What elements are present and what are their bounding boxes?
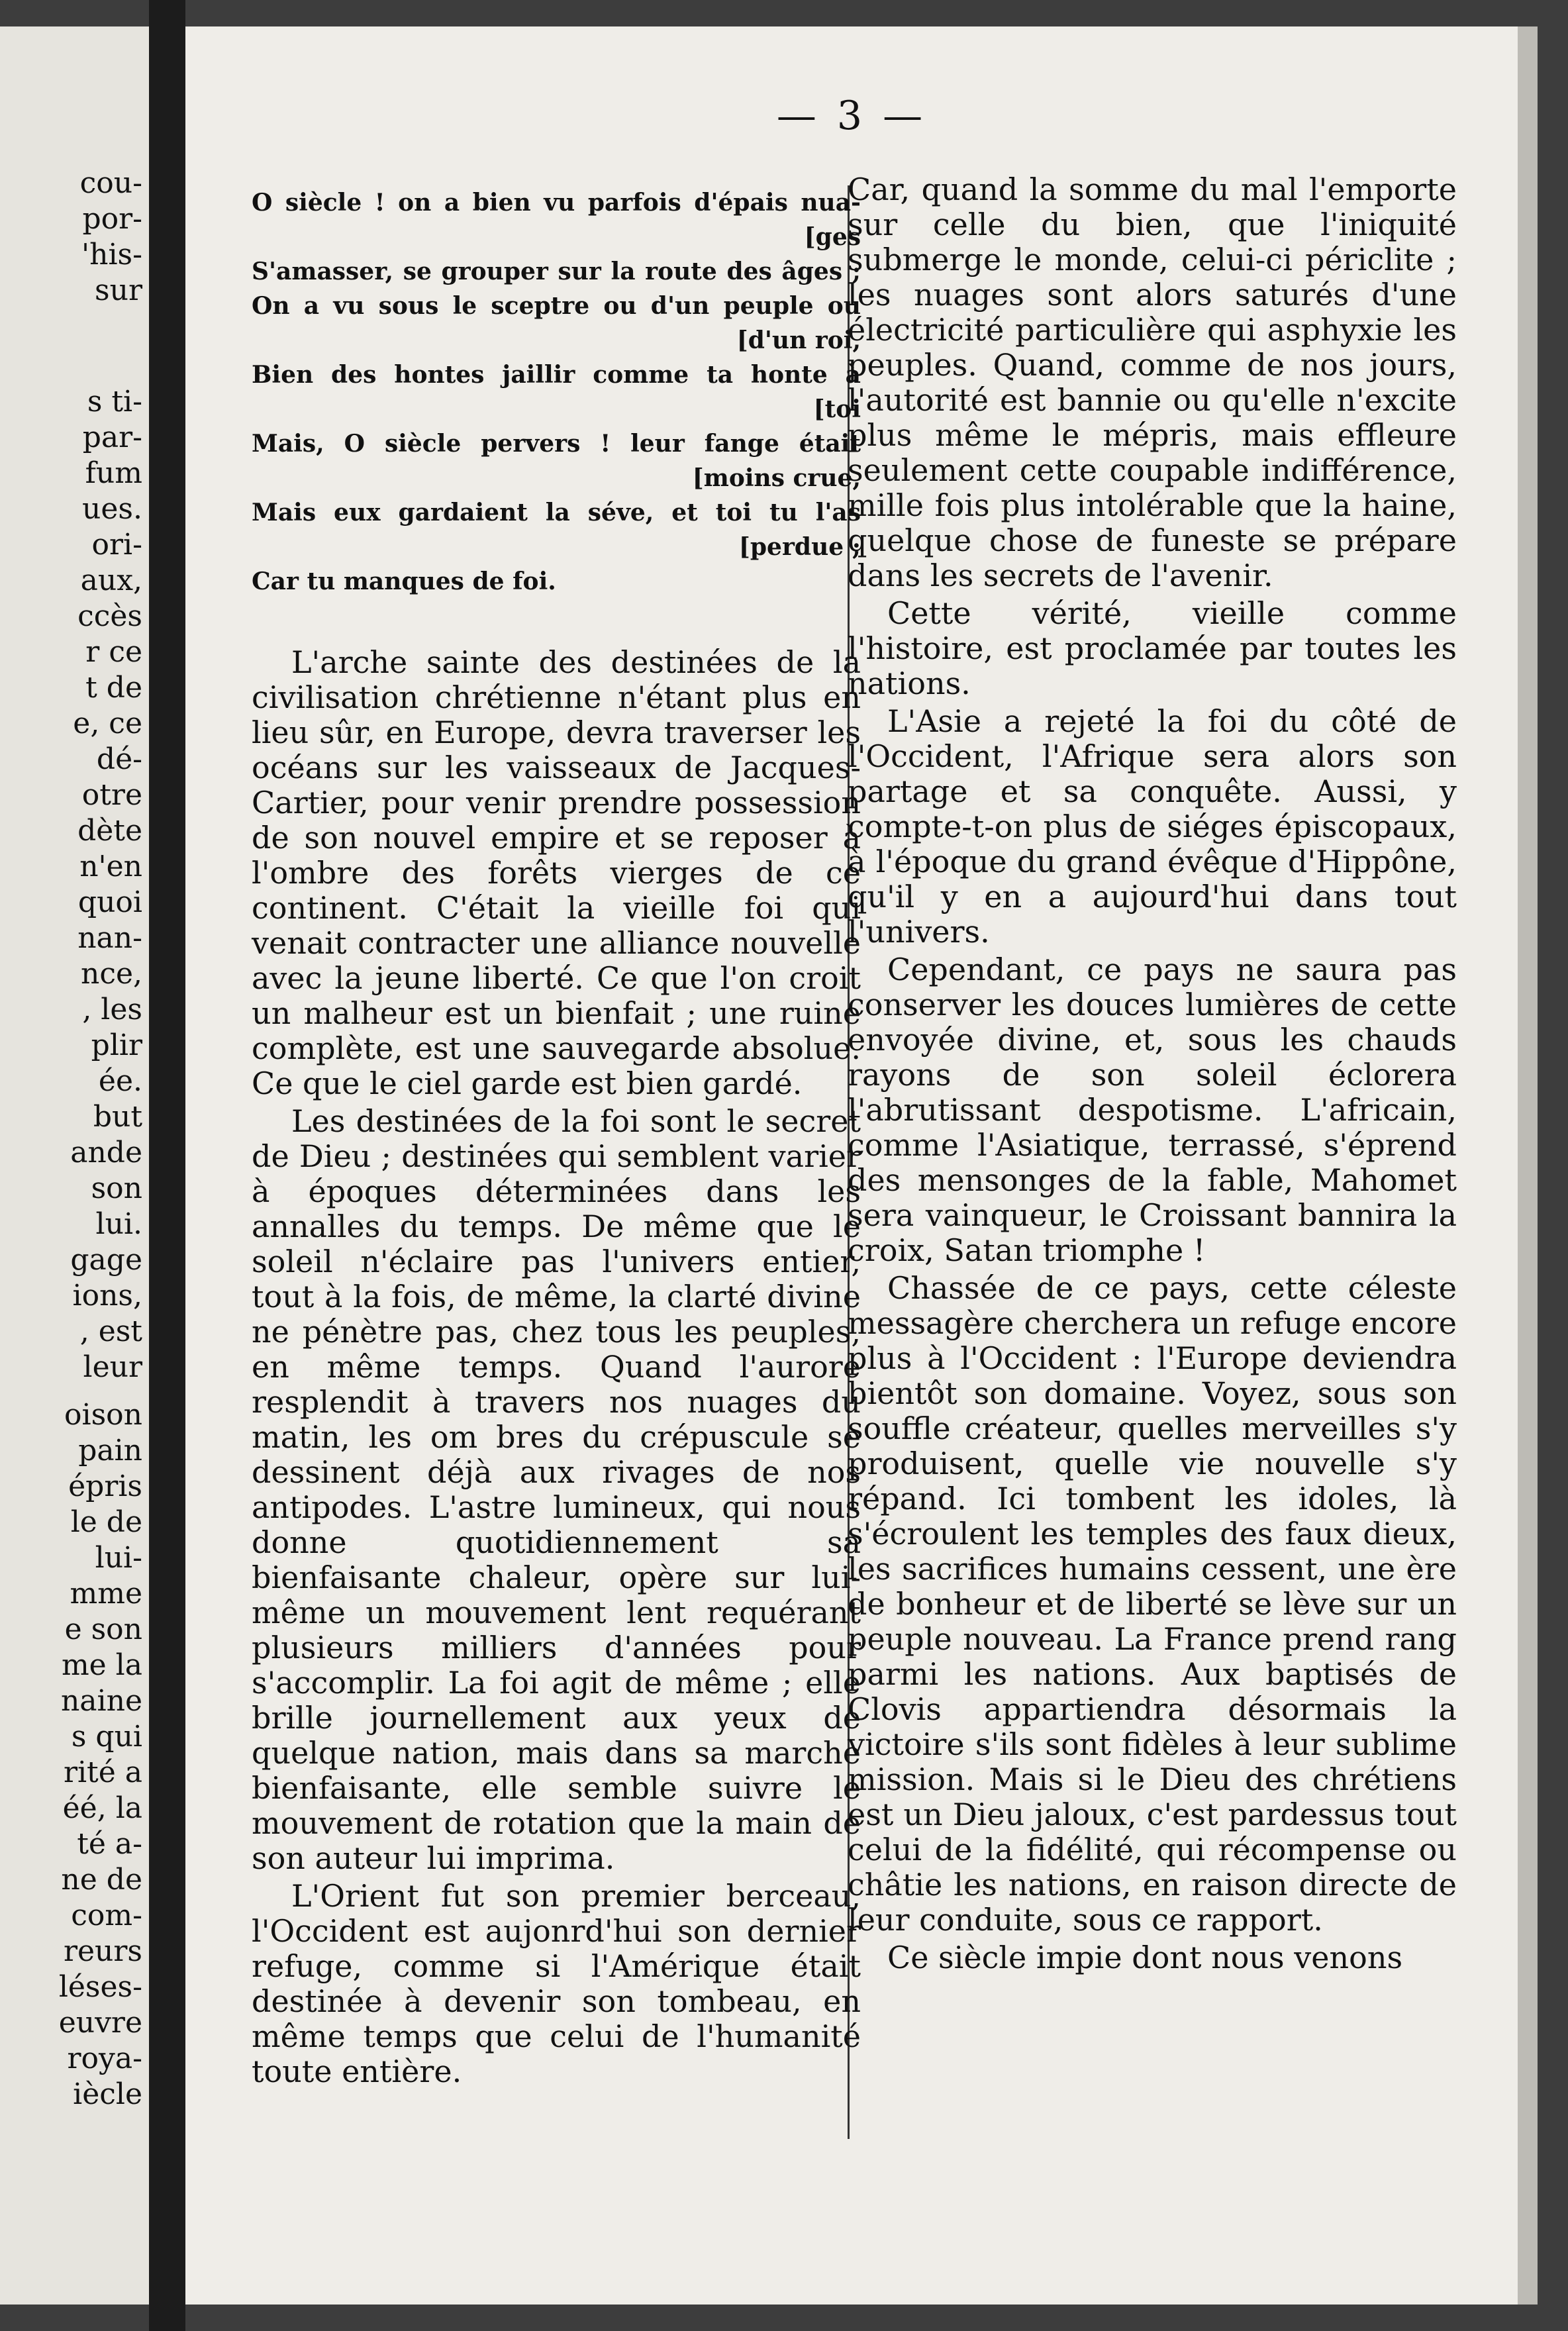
verse-line: On a vu sous le sceptre ou d'un peuple ou xyxy=(252,292,861,320)
facing-page-fragment xyxy=(0,26,149,2305)
right-column xyxy=(848,172,1457,1978)
paragraph: Chassée de ce pays, cette céleste messagère cherchera un refuge encore plus à l'Occident : l'Europe deviendra bientôt son domaine. Voyez, sous son souffle créateur, quelles merveilles s'y produisent, quelle vie nouvelle s'y répand. Ici tombent les idoles, là s'écroulent les temples des faux dieux, les sacrifices humains cessent, une ère de bonheur et de liberté se lève sur un peuple nouveau. La France prend rang parmi les nations. Aux baptisés de Clovis appartiendra désormais la victoire s'ils sont fidèles à leur sublime mission. Mais si le Dieu des chrétiens est un Dieu jaloux, c'est pardessus tout celui de la fidélité, qui récompense ou châtie les nations, en raison directe de leur conduite, sous ce rapport. xyxy=(848,1270,1457,1938)
verse-line: Mais, O siècle pervers ! leur fange était xyxy=(252,430,861,458)
fragment-line: plir xyxy=(91,1028,142,1062)
fragment-line: e son xyxy=(64,1612,142,1646)
facing-page-text-block-3 xyxy=(59,1397,142,2112)
paragraph: Car, quand la somme du mal l'emporte sur celle du bien, que l'iniquité submerge le monde, celui-ci périclite ; les nuages sont alors saturés d'une électricité particulière qui asphyxie les peuples. Quand, comme de nos jours, l'autorité est bannie ou qu'elle n'excite plus même le mépris, mais effleure seulement cette coupable indifférence, mille fois plus intolérable que la haine, quelque chose de funeste se prépare dans les secrets de l'avenir. xyxy=(848,172,1457,593)
fragment-line: s qui xyxy=(71,1720,142,1754)
paragraph: Ce siècle impie dont nous venons xyxy=(887,1940,1403,1975)
fragment-line: sur xyxy=(95,273,142,307)
fragment-line: but xyxy=(93,1100,142,1134)
fragment-line: , est xyxy=(79,1314,142,1348)
fragment-line: ues. xyxy=(82,492,142,526)
fragment-line: léses- xyxy=(58,1970,142,2004)
paragraph: Cette vérité, vieille comme l'histoire, est proclamée par toutes les nations. xyxy=(848,595,1457,701)
fragment-line: euvre xyxy=(58,2006,142,2040)
page-number: — 3 — xyxy=(776,93,927,139)
fragment-line: ions, xyxy=(72,1279,142,1313)
paragraph: Cependant, ce pays ne saura pas conserver les douces lumières de cette envoyée divine, et, sous les chauds rayons de son soleil éclorera l'abrutissant despotisme. L'africain, comme l'Asiatique, terrassé, s'éprend des mensonges de la fable, Mahomet sera vainqueur, le Croissant bannira la croix, Satan triomphe ! xyxy=(848,952,1457,1268)
fragment-line: té a- xyxy=(77,1827,142,1861)
fragment-line: reurs xyxy=(63,1934,142,1968)
fragment-line: n'en xyxy=(79,850,142,883)
fragment-line: lui. xyxy=(95,1207,142,1241)
fragment-line: com- xyxy=(71,1899,142,1932)
fragment-line: nce, xyxy=(80,957,142,991)
page-edge xyxy=(1518,26,1538,2305)
fragment-line: me la xyxy=(61,1648,142,1682)
fragment-line: éé, la xyxy=(62,1791,142,1825)
fragment-line: iècle xyxy=(73,2077,142,2111)
verse-quotation xyxy=(252,185,861,599)
fragment-line: 'his- xyxy=(81,238,142,272)
fragment-line: , les xyxy=(82,993,142,1026)
fragment-line: lui- xyxy=(95,1541,142,1575)
verse-line: Bien des hontes jaillir comme ta honte à xyxy=(252,361,861,389)
fragment-line: e, ce xyxy=(73,707,142,740)
fragment-line: oison xyxy=(64,1398,142,1432)
fragment-line: r ce xyxy=(85,635,142,669)
fragment-line: ori- xyxy=(91,528,142,562)
fragment-line: son xyxy=(91,1171,142,1205)
fragment-line: dète xyxy=(77,814,142,848)
fragment-line: quoi xyxy=(77,885,142,919)
fragment-line: ée. xyxy=(98,1064,142,1098)
verse-line: O siècle ! on a bien vu parfois d'épais nua- xyxy=(252,189,861,217)
paragraph: L'Asie a rejeté la foi du côté de l'Occident, l'Afrique sera alors son partage et sa conquête. Aussi, y compte-t-on plus de siéges épiscopaux, à l'époque du grand évêque d'Hippône, qu'il y en a aujourd'hui dans tout l'univers. xyxy=(848,703,1457,950)
fragment-line: aux, xyxy=(80,564,142,597)
left-column xyxy=(252,172,861,2092)
fragment-line: le de xyxy=(70,1505,142,1539)
fragment-line: naine xyxy=(60,1684,142,1718)
verse-line: Car tu manques de foi. xyxy=(252,568,556,595)
fragment-line: roya- xyxy=(67,2042,142,2075)
verse-continuation: [d'un roi, xyxy=(736,326,861,354)
book-gutter xyxy=(149,0,185,2331)
fragment-line: ande xyxy=(70,1136,142,1169)
paragraph: L'arche sainte des destinées de la civilisation chrétienne n'étant plus en lieu sûr, en Europe, devra traverser les océans sur les vaisseaux de Jacques-Cartier, pour venir prendre possession de son nouvel empire et se reposer à l'ombre des forêts vierges de ce continent. C'était la vieille foi qui venait contracter une alliance nouvelle avec la jeune liberté. Ce que l'on croit un malheur est un bienfait ; une ruine complète, est une sauvegarde absolue. Ce que le ciel garde est bien gardé. xyxy=(252,644,861,1101)
paragraph: Les destinées de la foi sont le secret de Dieu ; destinées qui semblent varier à époques déterminées dans les annalles du temps. De même que le soleil n'éclaire pas l'univers entier, tout à la fois, de même, la clarté divine ne pénètre pas, chez tous les peuples, en même temps. Quand l'aurore resplendit à travers nos nuages du matin, les om bres du crépuscule se dessinent déjà aux rivages de nos antipodes. L'astre lumineux, qui nous donne quotidiennement sa bienfaisante chaleur, opère sur lui-même un mouvement lent requérant plusieurs milliers d'années pour s'accomplir. La foi agit de même ; elle brille journellement aux yeux de quelque nation, mais dans sa marche bienfaisante, elle semble suivre le mouvement de rotation que la main de son auteur lui imprima. xyxy=(252,1103,861,1876)
fragment-line: ccès xyxy=(77,599,142,633)
fragment-line: s ti- xyxy=(87,385,142,419)
fragment-line: t de xyxy=(85,671,142,705)
verse-continuation: [perdue ; xyxy=(738,533,861,561)
facing-page-text-block-2 xyxy=(70,384,142,1385)
facing-page-text-block-1 xyxy=(80,166,142,309)
document-page xyxy=(185,26,1518,2305)
fragment-line: dé- xyxy=(96,742,142,776)
verse-line: S'amasser, se grouper sur la route des âges ; xyxy=(252,258,861,285)
fragment-line: fum xyxy=(85,456,142,490)
fragment-line: pain xyxy=(78,1434,142,1467)
fragment-line: nan- xyxy=(77,921,142,955)
verse-continuation: [ges xyxy=(804,223,861,251)
fragment-line: otre xyxy=(81,778,142,812)
verse-continuation: [moins crue, xyxy=(692,464,861,492)
fragment-line: cou- xyxy=(79,166,142,200)
fragment-line: gage xyxy=(70,1243,142,1277)
verse-line: Mais eux gardaient la séve, et toi tu l'as xyxy=(252,499,861,526)
fragment-line: ne de xyxy=(61,1863,142,1897)
fragment-line: épris xyxy=(68,1469,142,1503)
fragment-line: rité a xyxy=(63,1756,142,1789)
verse-continuation: [toi xyxy=(813,395,861,423)
fragment-line: mme xyxy=(70,1577,142,1611)
paragraph: L'Orient fut son premier berceau, l'Occident est aujonrd'hui son dernier refuge, comme si l'Amérique était destinée à devenir son tombeau, en même temps que celui de l'humanité toute entière. xyxy=(252,1878,861,2089)
fragment-line: leur xyxy=(83,1350,142,1384)
fragment-line: par- xyxy=(82,421,142,454)
fragment-line: por- xyxy=(82,202,142,236)
